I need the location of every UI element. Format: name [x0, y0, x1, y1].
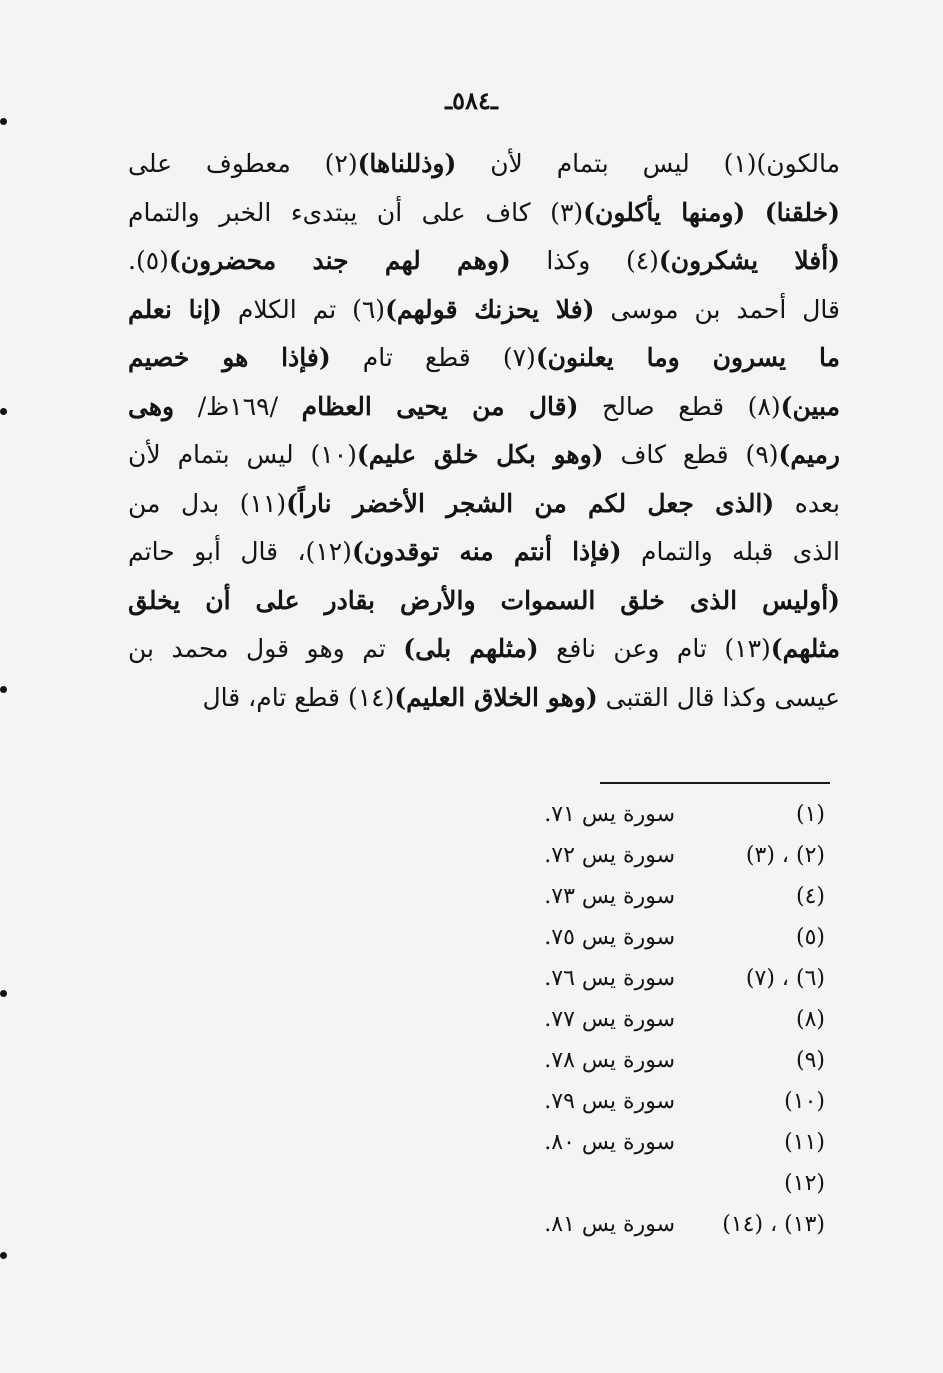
scan-mark [0, 686, 7, 693]
quran-quote: (فإذا هو خصيم [128, 343, 331, 372]
quran-quote: رميم) [778, 440, 840, 469]
footnote [0, 925, 943, 966]
footnote [0, 1007, 943, 1048]
text-line [128, 480, 840, 529]
text-segment: (٤) وكذا [510, 246, 659, 275]
text-segment: (٥). [128, 246, 169, 275]
page-number: ـ٥٨٤ـ [445, 86, 498, 115]
footnote [0, 966, 943, 1007]
footnote-reference: سورة يس ٧٨. [544, 1048, 675, 1073]
quran-quote: (فإذا أنتم منه توقدون) [351, 537, 622, 566]
footnote-reference: سورة يس ٧٣. [544, 884, 675, 909]
text-line [128, 140, 840, 189]
quran-quote: (فلا يحزنك قولهم) [385, 294, 595, 324]
footnote-reference: سورة يس ٧٢. [544, 843, 675, 868]
quran-quote: مبين) [780, 391, 840, 421]
footnote-number: (٨) [795, 1007, 825, 1032]
footnote [0, 1130, 943, 1171]
quran-quote: (وهو بكل خلق عليم) [356, 440, 604, 469]
text-segment: مالكون)(١) ليس بتمام لأن [456, 149, 840, 178]
text-segment: (٨) قطع صالح [578, 391, 781, 421]
quran-quote: (وهم لهم جند محضرون) [168, 246, 511, 275]
text-segment: (٣) كاف على أن يبتدىء الخبر والتمام [128, 197, 584, 227]
text-segment: /١٦٩ظ/ [174, 391, 302, 421]
footnote-number: (٢) ، (٣) [745, 843, 825, 868]
text-line [128, 189, 840, 238]
quran-quote: (وهو الخلاق العليم) [394, 682, 598, 712]
text-line [128, 625, 840, 674]
quran-quote: ما يسرون وما يعلنون) [535, 343, 840, 372]
footnote-reference: سورة يس ٧١. [544, 802, 675, 827]
text-segment: تم وهو قول محمد بن [128, 634, 404, 663]
text-line [128, 431, 840, 480]
quran-quote: (وذللناها) [357, 149, 457, 178]
footnote [0, 1212, 943, 1253]
footnote [0, 1089, 943, 1130]
footnote-number: (٦) ، (٧) [745, 966, 825, 991]
footnote-reference: سورة يس ٧٧. [544, 1007, 675, 1032]
quran-quote: (قال من يحيى العظام [301, 391, 579, 421]
quran-quote: (أوليس الذى خلق السموات والأرض بقادر على أن يخلق [128, 585, 840, 615]
quran-quote: (إنا نعلم [128, 294, 222, 324]
quran-quote: (أفلا يشكرون) [658, 246, 840, 275]
footnote-number: (١٢) [784, 1171, 825, 1196]
text-segment: (٧) قطع تام [330, 343, 536, 372]
footnote-number: (١٠) [784, 1089, 825, 1114]
text-segment: بعده [774, 488, 840, 518]
quran-quote: (الذى جعل لكم من الشجر الأخضر ناراً) [286, 488, 775, 518]
footnote-reference: سورة يس ٨٠. [544, 1130, 675, 1155]
footnote-number: (٤) [795, 884, 825, 909]
quran-quote: (ومنها يأكلون) [583, 197, 746, 227]
text-line [128, 674, 840, 723]
footnote [0, 802, 943, 843]
scan-mark [0, 118, 7, 125]
text-segment: (٩) قطع كاف [603, 440, 779, 469]
text-line [128, 383, 840, 432]
text-segment: (٢) معطوف على [128, 149, 358, 178]
footnote [0, 1048, 943, 1089]
footnote-number: (١٣) ، (١٤) [722, 1212, 825, 1237]
footnote [0, 843, 943, 884]
footnote-reference: سورة يس ٧٦. [544, 966, 675, 991]
text-segment [745, 198, 765, 227]
text-segment: (١٠) ليس بتمام لأن [128, 440, 357, 469]
footnote-reference: سورة يس ٧٥. [544, 925, 675, 950]
footnote [0, 884, 943, 925]
text-line [128, 237, 840, 286]
footnote-number: (١) [795, 802, 825, 827]
footnote-number: (١١) [784, 1130, 825, 1155]
scan-mark [0, 1252, 7, 1259]
text-segment: عيسى وكذا قال القتبى [597, 682, 840, 712]
quran-quote: مثلهم) [770, 634, 840, 663]
main-text [128, 140, 840, 722]
text-segment: (١٣) تام وعن نافع [538, 634, 771, 663]
text-segment: (١٢)، قال أبو حاتم [128, 537, 352, 566]
quran-quote: (خلقنا) [764, 197, 840, 227]
footnotes [0, 802, 943, 1253]
footnote-reference: سورة يس ٧٩. [544, 1089, 675, 1114]
text-line [128, 528, 840, 577]
text-line [128, 334, 840, 383]
scan-mark [0, 990, 7, 997]
text-segment: (١٤) قطع تام، قال [202, 682, 395, 712]
scan-mark [0, 408, 7, 415]
footnote [0, 1171, 943, 1212]
footnote-number: (٥) [795, 925, 825, 950]
footnote-number: (٩) [795, 1048, 825, 1073]
text-segment: (٦) تم الكلام [221, 294, 386, 324]
quran-quote: (مثلهم بلى) [403, 634, 539, 663]
text-segment: الذى قبله والتمام [621, 537, 840, 566]
text-line [128, 286, 840, 335]
quran-quote: وهى [128, 391, 175, 421]
text-segment: قال أحمد بن موسى [594, 294, 840, 324]
footnote-separator [600, 782, 830, 784]
text-segment: (١١) بدل من [128, 488, 287, 518]
text-line [128, 577, 840, 626]
footnote-reference: سورة يس ٨١. [544, 1212, 675, 1237]
